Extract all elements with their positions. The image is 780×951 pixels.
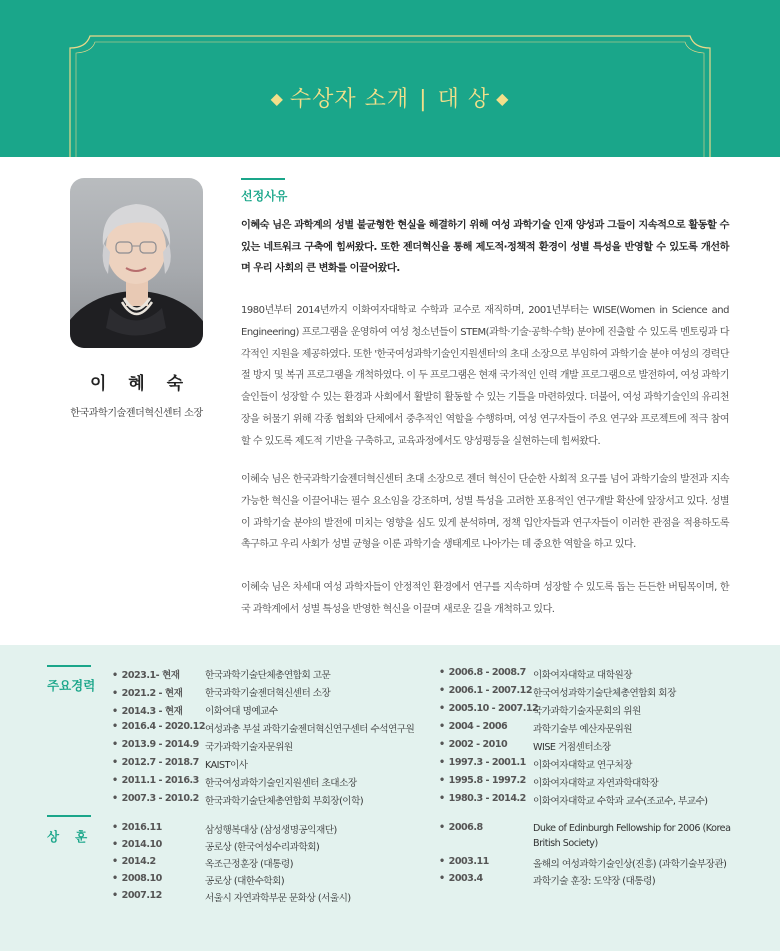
reason-paragraph: 이혜숙 님은 차세대 여성 과학자들이 안정적인 환경에서 연구를 지속하며 성장할 수 있도록 돕는 든든한 버팀목이며, 한국 과학계에서 성별 특성을 반영한 혁신을 이끌며 새로운 길을 개척하고 있다. <box>241 582 729 615</box>
reason-paragraph: 이혜숙 님은 한국과학기술젠더혁신센터 초대 소장으로 젠더 혁신이 단순한 사회적 요구를 넘어 과학기술의 발전과 지속 가능한 혁신을 이끌어내는 필수 요소임을 강조하며, 성별 특성을 고려한 포용적인 연구개발 확산에 앞장서고 있다. 성별이 과학기술 분야의 발전에 미치는 영향을 심도 있게 분석하며, 정책 입안자들과 연구자들이 이러한 관점을 적용하도록 촉구하고 우리 사회가 성별 균형을 이룬 과학기술 생태계로 나아가는 데 중요한 역할을 하고 있다. <box>241 474 729 551</box>
reason-paragraph: 1980년부터 2014년까지 이화여자대학교 수학과 교수로 재직하며, 2001년부터는 WISE(Women in Science and Engineering) 프로그램을 운영하여 여성 청소년들이 STEM(과학·기술·공학·수학) 분야에 진출할 수 있도록 멘토링과 다각적인 지원을 제공하였다. 또한 '한국여성과학기술인지원센터'의 초대 소장으로 부임하여 과학기술 분야 여성의 경력단절 방지 및 복귀 프로그램을 개척하였다. 이 두 프로그램은 현재 국가적인 인력 개발 프로그램으로 발전하여, 여성 과학기술인들이 성장할 수 있는 환경과 사회에서 활발히 활동할 수 있는 기틀을 마련하였다. 더불어, 여성 과학기술인의 유리천장을 허물기 위해 각종 협회와 단체에서 중추적인 역할을 수행하며, 여성 연구자들이 주요 연구와 프로젝트에 적극 참여할 수 있도록 제도적 기반을 구축하고, 교육과정에서도 양성평등을 실현하는데 힘써왔다. <box>241 305 729 447</box>
section-divider <box>47 815 91 817</box>
reason-label: 선정사유 <box>241 189 288 203</box>
awards-title: 상훈 <box>47 829 104 844</box>
career-title: 주요경력 <box>47 678 96 693</box>
person-role: 한국과학기술젠더혁신센터 소장 <box>70 408 203 419</box>
ornamental-frame <box>0 0 780 157</box>
award-category: 대 상 <box>437 87 491 112</box>
person-name: 이 혜 숙 <box>89 374 192 394</box>
reason-summary: 이혜숙 님은 과학계의 성별 불균형한 현실을 해결하기 위해 여성 과학기술 인재 양성과 그들이 지속적으로 활동할 수 있는 네트워크 구축에 힘써왔다. 또한 젠더혁신을 통해 제도적·정책적 환경이 성별 특성을 반영할 수 있도록 개선하며 우리 사회의 큰 변화를 이끌어왔다. <box>241 220 729 274</box>
header-banner <box>0 0 780 157</box>
section-divider <box>241 178 285 180</box>
header-title: ◆ 수상자 소개 | 대 상 ◆ <box>270 87 510 112</box>
section-divider <box>47 665 91 667</box>
header-title-text: 수상자 소개 <box>289 87 410 112</box>
portrait-photo <box>70 178 203 348</box>
diamond-icon: ◆ <box>270 89 284 108</box>
diamond-icon: ◆ <box>496 89 510 108</box>
